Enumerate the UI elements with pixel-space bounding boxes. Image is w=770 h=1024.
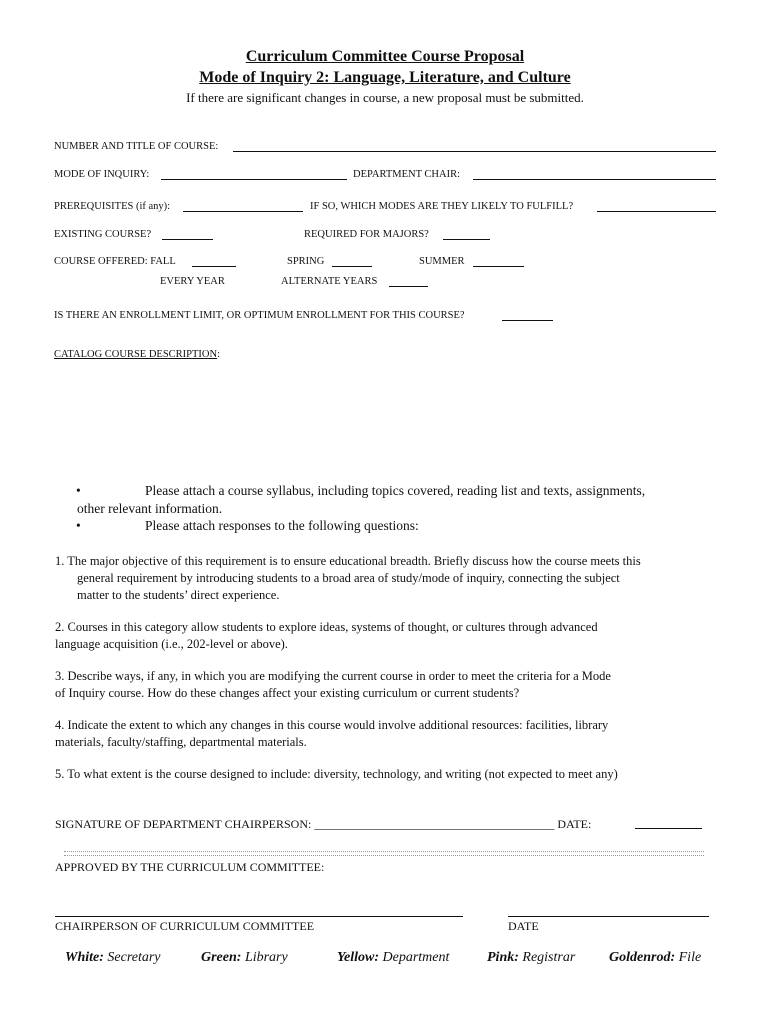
cc-chair-signature-input[interactable] [55,916,463,917]
question-2: 2. Courses in this category allow students to explore ideas, systems of thought, or cultures through advanced language acquisition (i.e., 202-level or above). [55,620,598,651]
field-existing: EXISTING COURSE? [54,229,152,240]
question-3: 3. Describe ways, if any, in which you are modifying the current course in order to meet the criteria for a Mode of Inquiry course. How do these changes affect your existing curriculum or current students? [55,669,611,700]
cc-date-input[interactable] [508,916,709,917]
bullet-symbol: • [76,518,81,533]
bullet-responses: Please attach responses to the following questions: [145,518,419,533]
copy-goldenrod: Goldenrod: File [609,950,702,965]
field-modes-fulfill: IF SO, WHICH MODES ARE THEY LIKELY TO FULFILL? [310,201,574,212]
catalog-description-area[interactable] [54,368,716,468]
copy-green: Green: Library [201,950,288,965]
copy-pink: Pink: Registrar [487,950,576,965]
field-summer: SUMMER [419,256,465,267]
field-offered: COURSE OFFERED: FALL [54,256,176,267]
field-every-year: EVERY YEAR [160,276,225,287]
form-subtitle-mode: Mode of Inquiry 2: Language, Literature, and Culture [199,69,571,86]
existing-input[interactable] [162,239,213,240]
field-alt-years: ALTERNATE YEARS [281,276,378,287]
field-catalog [54,349,220,360]
field-dept-chair: DEPARTMENT CHAIR: [353,169,461,180]
dept-signature-line: SIGNATURE OF DEPARTMENT CHAIRPERSON: ________________________________________ DATE: [55,817,592,831]
approved-label: APPROVED BY THE CURRICULUM COMMITTEE: [55,860,325,874]
form-title: Curriculum Committee Course Proposal [245,48,525,65]
dept-date-input[interactable] [635,828,702,829]
bullet-symbol: • [76,483,81,498]
field-prereq: PREREQUISITES (if any): [54,201,171,212]
question-5: 5. To what extent is the course designed to include: diversity, technology, and writing (not expected to meet any) [55,767,618,781]
fall-input[interactable] [192,266,236,267]
enrollment-input[interactable] [502,320,553,321]
cc-chair-label: CHAIRPERSON OF CURRICULUM COMMITTEE [55,919,315,933]
copy-white: White: Secretary [65,950,161,965]
field-mode: MODE OF INQUIRY: [54,169,150,180]
field-enrollment: IS THERE AN ENROLLMENT LIMIT, OR OPTIMUM ENROLLMENT FOR THIS COURSE? [54,310,465,321]
bullet-syllabus: Please attach a course syllabus, including topics covered, reading list and texts, assignments, [145,483,646,498]
question-1: 1. The major objective of this requirement is to ensure educational breadth. Briefly discuss how the course meets this general requirement by introducing students to a broad area of study/mode of inquiry, connecting the subject matter to the students’ direct experience. [55,554,641,602]
form-instruction: If there are significant changes in course, a new proposal must be submitted. [186,90,584,105]
dept-chair-input[interactable] [473,179,716,180]
catalog-label: CATALOG COURSE DESCRIPTION [54,349,218,360]
question-4: 4. Indicate the extent to which any changes in this course would involve additional resources: facilities, library materials, faculty/staffing, departmental materials. [55,718,609,749]
number-title-input[interactable] [233,151,716,152]
bullet-syllabus-cont: other relevant information. [77,501,223,516]
required-input[interactable] [443,239,490,240]
copy-yellow: Yellow: Department [337,950,450,965]
field-number-title [54,141,218,152]
cc-date-label: DATE [508,919,539,933]
prereq-input[interactable] [183,211,303,212]
spring-input[interactable] [332,266,372,267]
summer-input[interactable] [473,266,524,267]
field-label: NUMBER AND TITLE OF COURSE: [54,141,219,152]
alt-years-input[interactable] [389,286,428,287]
divider [64,855,704,856]
field-required: REQUIRED FOR MAJORS? [304,229,429,240]
mode-input[interactable] [161,179,347,180]
field-spring: SPRING [287,256,325,267]
divider [64,851,704,852]
modes-fulfill-input[interactable] [597,211,716,212]
catalog-colon: : [217,349,221,360]
